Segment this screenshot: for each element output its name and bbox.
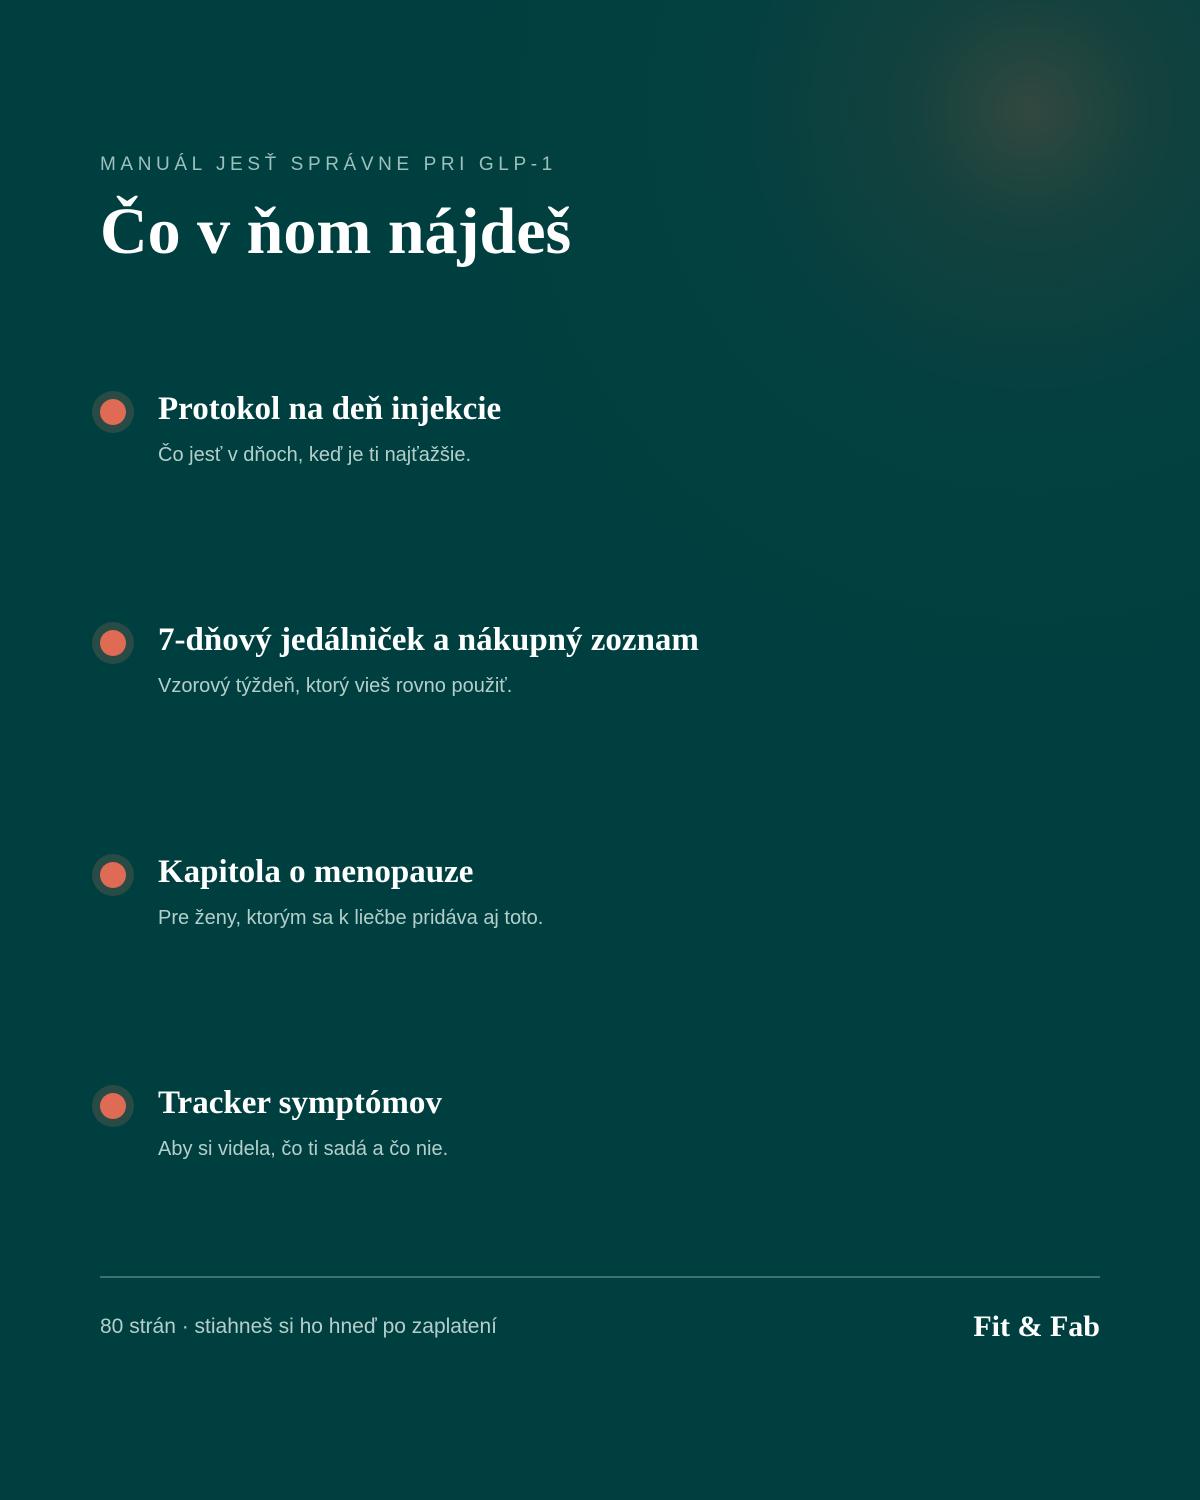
brand-logo: Fit & Fab — [973, 1310, 1100, 1343]
feature-item — [90, 1085, 1100, 1185]
feature-title: Tracker symptómov — [158, 1085, 442, 1121]
feature-description: Pre ženy, ktorým sa k liečbe pridáva aj toto. — [158, 907, 544, 929]
feature-item — [90, 854, 1100, 954]
feature-item — [90, 391, 1100, 491]
bullet-dot-icon — [92, 1085, 134, 1127]
feature-title: 7-dňový jedálniček a nákupný zoznam — [158, 622, 699, 658]
footer-note: 80 strán · stiahneš si ho hneď po zaplatení — [100, 1315, 497, 1338]
bullet-dot-icon — [92, 854, 134, 896]
eyebrow-label: MANUÁL JESŤ SPRÁVNE PRI GLP-1 — [100, 154, 557, 175]
footer-divider — [100, 1276, 1100, 1278]
feature-item — [90, 622, 1100, 722]
feature-description: Aby si videla, čo ti sadá a čo nie. — [158, 1138, 449, 1160]
feature-description: Vzorový týždeň, ktorý vieš rovno použiť. — [158, 675, 513, 697]
feature-description: Čo jesť v dňoch, keď je ti najťažšie. — [158, 444, 471, 466]
bullet-dot-icon — [92, 622, 134, 664]
feature-title: Kapitola o menopauze — [158, 854, 474, 890]
feature-title: Protokol na deň injekcie — [158, 391, 502, 427]
bullet-dot-icon — [92, 391, 134, 433]
page-title: Čo v ňom nájdeš — [100, 195, 572, 268]
